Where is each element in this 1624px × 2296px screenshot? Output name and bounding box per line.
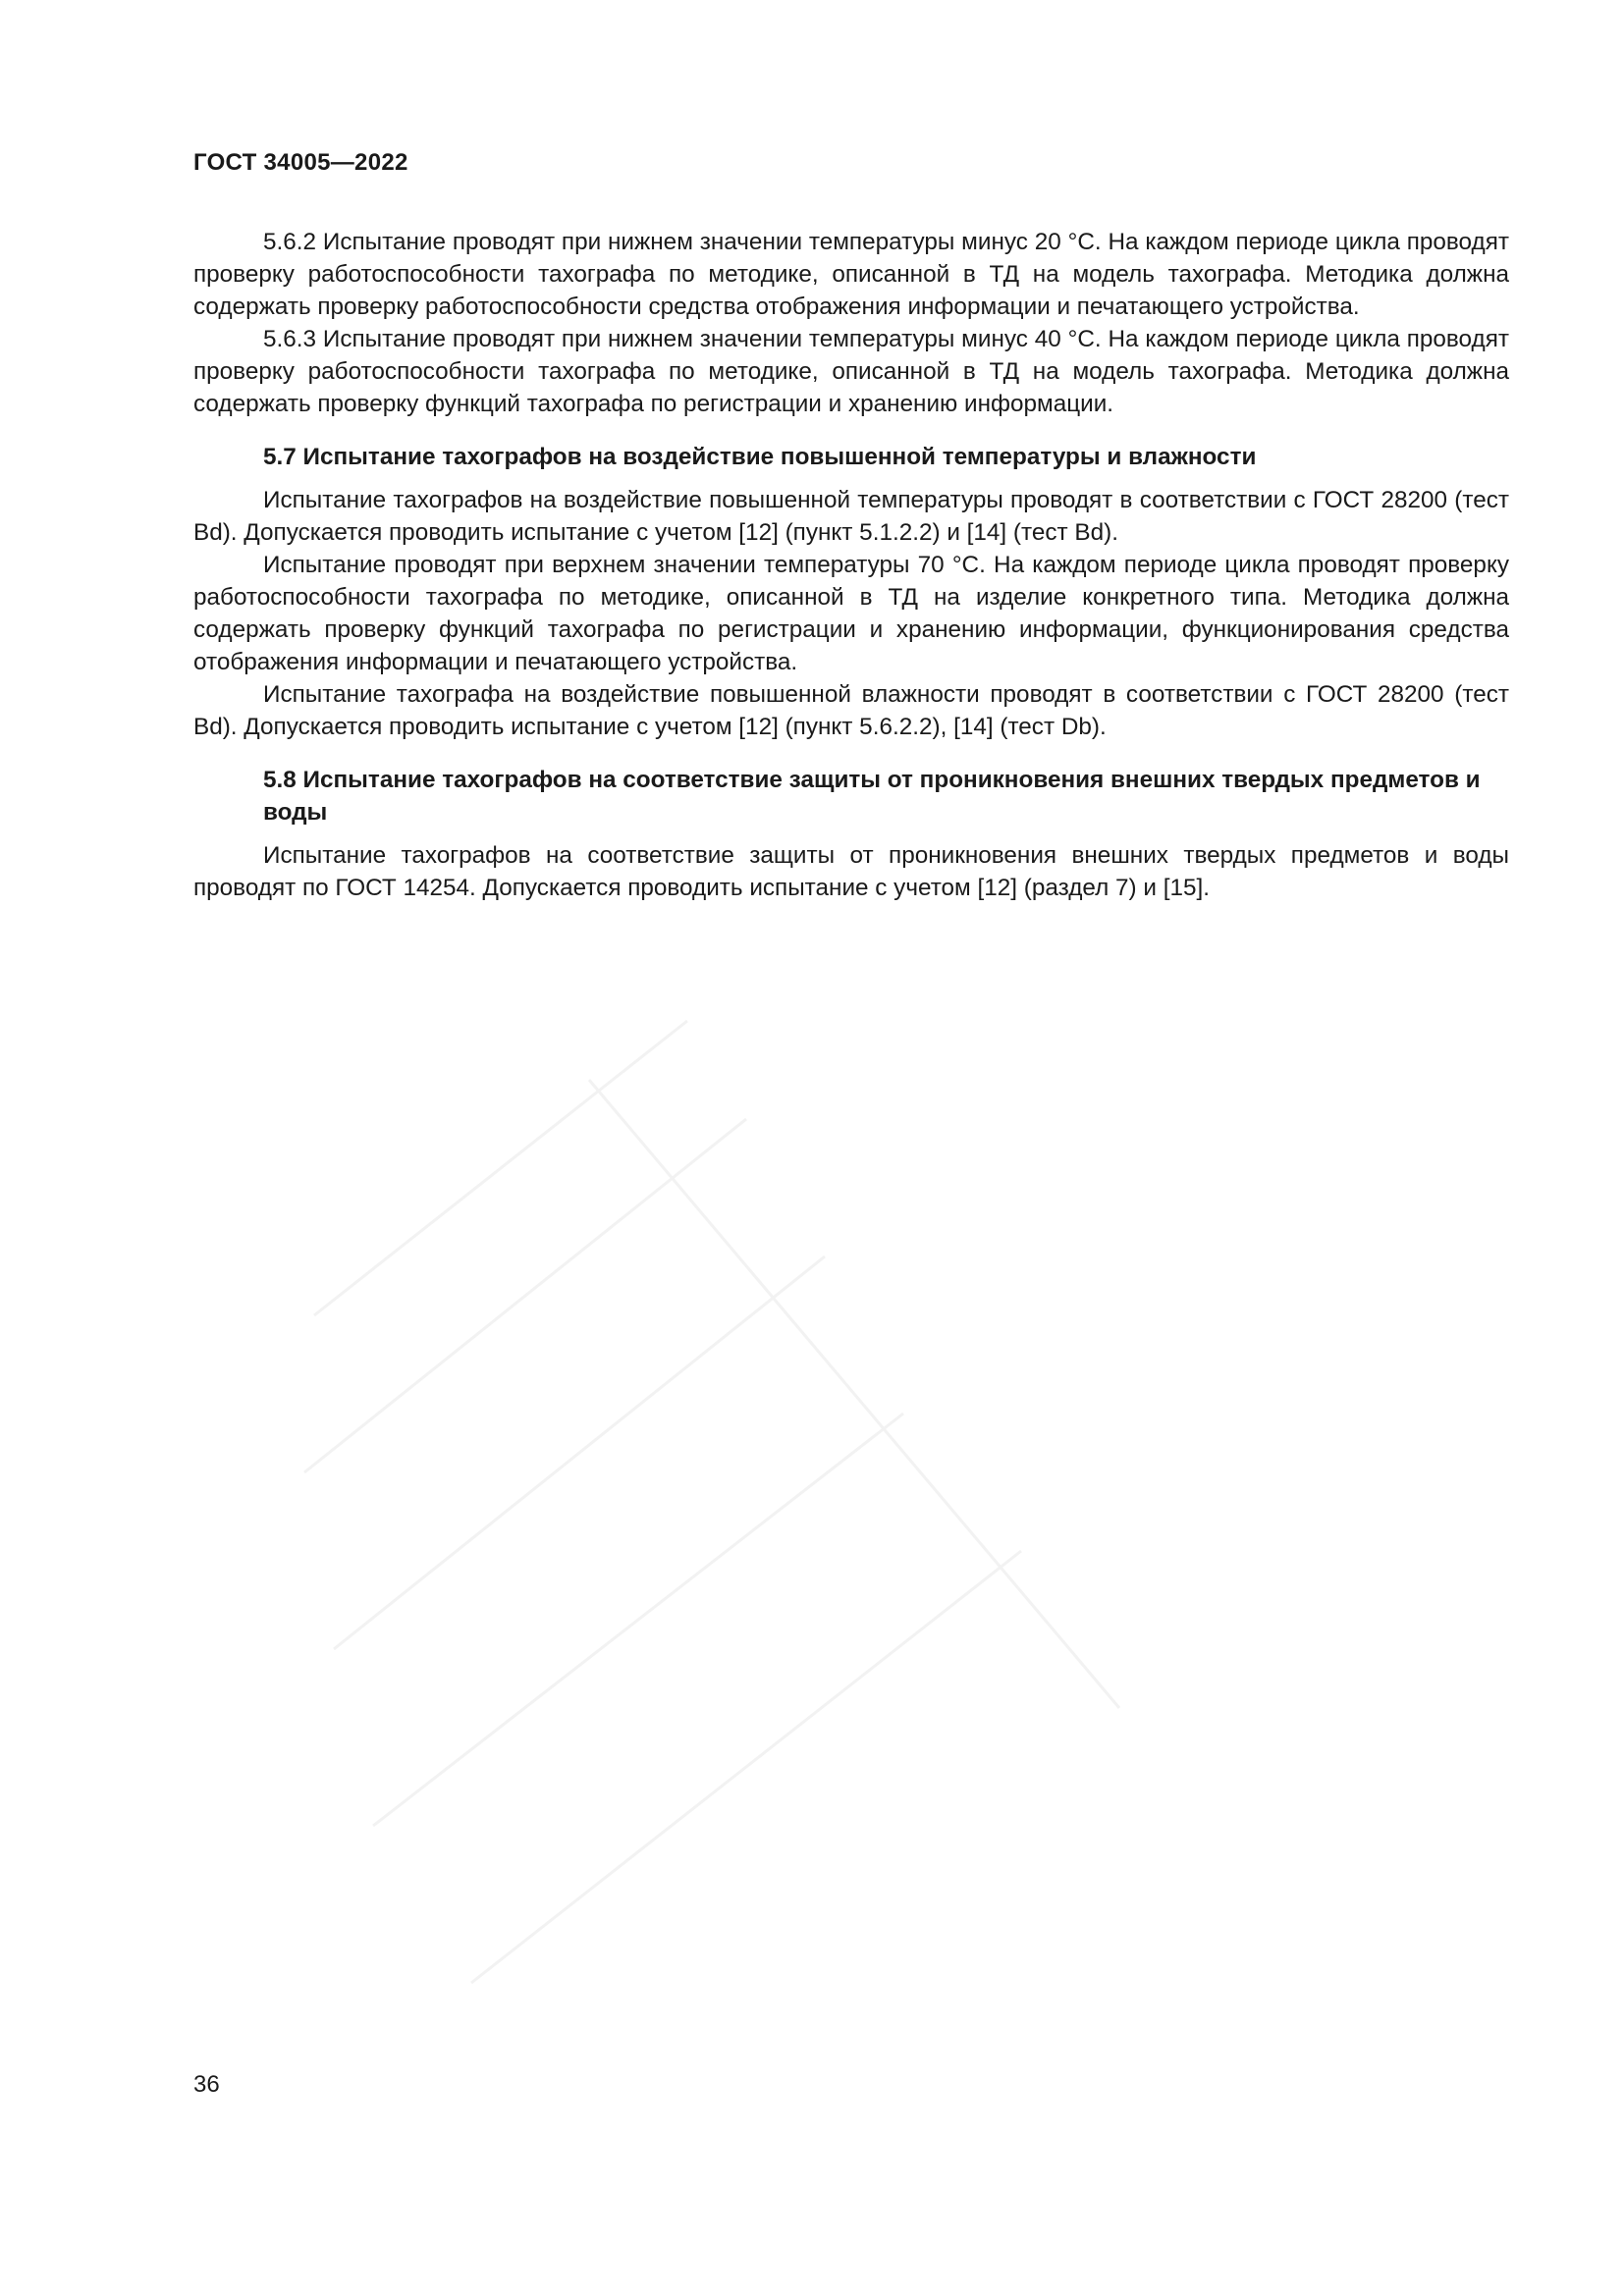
paragraph-5-7-upper-temperature: Испытание проводят при верхнем значении температуры 70 °С. На каждом периоде цикла проводят проверку работоспособности тахографа по методике, описанной в ТД на изделие конкретного типа. Методика должна содержать проверку функций тахографа по регистрации и хранению информации, функционирования средства отображения информации и печатающего устройства. <box>193 552 1509 675</box>
faint-watermark-graphic <box>275 962 1159 2042</box>
page-number: 36 <box>193 2071 220 2098</box>
section-heading-5-7: 5.7 Испытание тахографов на воздействие повышенной температуры и влажности <box>263 444 1257 470</box>
document-body <box>193 226 1509 904</box>
document-code-header: ГОСТ 34005—2022 <box>193 149 408 176</box>
paragraph-5-8-protection: Испытание тахографов на соответствие защиты от проникновения внешних твердых предметов и воды проводят по ГОСТ 14254. Допускается проводить испытание с учетом [12] (раздел 7) и [15]. <box>193 842 1509 901</box>
paragraph-5-7-temperature: Испытание тахографов на воздействие повышенной температуры проводят в соответствии с ГОСТ 28200 (тест Bd). Допускается проводить испытание с учетом [12] (пункт 5.1.2.2) и [14] (тест Bd). <box>193 487 1509 546</box>
paragraph-5-6-3: 5.6.3 Испытание проводят при нижнем значении температуры минус 40 °С. На каждом периоде цикла проводят проверку работоспособности тахографа по методике, описанной в ТД на модель тахографа. Методика должна содержать проверку функций тахографа по регистрации и хранению информации. <box>193 326 1509 417</box>
paragraph-5-6-2: 5.6.2 Испытание проводят при нижнем значении температуры минус 20 °С. На каждом периоде цикла проводят проверку работоспособности тахографа по методике, описанной в ТД на модель тахографа. Методика должна содержать проверку работоспособности средства отображения информации и печатающего устройства. <box>193 229 1509 320</box>
section-heading-5-8: 5.8 Испытание тахографов на соответствие защиты от проникновения внешних твердых предметов и воды <box>263 767 1481 826</box>
paragraph-5-7-humidity: Испытание тахографа на воздействие повышенной влажности проводят в соответствии с ГОСТ 28200 (тест Bd). Допускается проводить испытание с учетом [12] (пункт 5.6.2.2), [14] (тест Db). <box>193 681 1509 740</box>
